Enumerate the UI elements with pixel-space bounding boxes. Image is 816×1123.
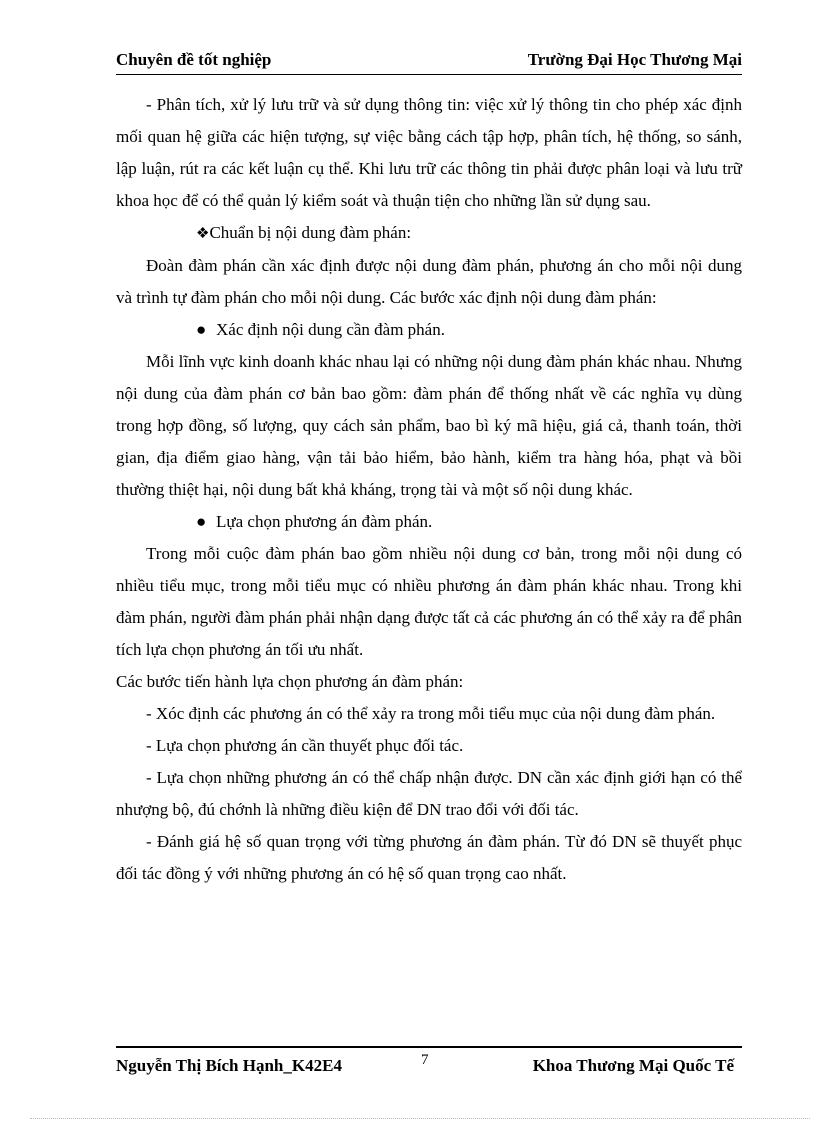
bullet-dot-icon: ●	[196, 512, 207, 531]
paragraph-negotiation-options: Trong mỗi cuộc đàm phán bao gồm nhiều nội dung cơ bản, trong mỗi nội dung có nhiều tiểu mục, trong mỗi tiểu mục có nhiều phương án đàm phán khác nhau. Trong khi đàm phán, người đàm phán phải nhận dạng được tất cả các phương án có thể xảy ra để phân tích lựa chọn phương án tối ưu nhất.	[116, 544, 742, 659]
subheading-label: Chuẩn bị nội dung đàm phán:	[209, 223, 412, 242]
footer-faculty: Khoa Thương Mại Quốc Tế	[532, 1056, 734, 1075]
bullet-dot-icon: ●	[196, 320, 207, 339]
header-university: Trường Đại Học Thương Mại	[527, 50, 742, 69]
body-text	[116, 89, 742, 890]
step-evaluate-importance: - Đánh giá hệ số quan trọng với từng phương án đàm phán. Từ đó DN sẽ thuyết phục đối tác đồng ý với những phương án có hệ số quan trọng cao nhất.	[116, 832, 742, 883]
step-identify-options: - Xóc định các phương án có thể xảy ra trong mỗi tiểu mục của nội dung đàm phán.	[146, 704, 716, 723]
bullet-label: Xác định nội dung cần đàm phán.	[216, 320, 445, 339]
bullet-item-select-option	[116, 506, 742, 538]
step-acceptable-options: - Lựa chọn những phương án có thể chấp nhận được. DN cần xác định giới hạn có thể nhượng bộ, đú chớnh là những điều kiện để DN trao đổi với đối tác.	[116, 768, 742, 819]
page-header	[116, 50, 742, 72]
page-number: 7	[421, 1052, 429, 1068]
diamond-bullet-icon: ❖	[196, 226, 210, 242]
bullet-label: Lựa chọn phương án đàm phán.	[216, 512, 433, 531]
paragraph-business-fields: Mỗi lĩnh vực kinh doanh khác nhau lại có những nội dung đàm phán khác nhau. Nhưng nội dung của đàm phán cơ bản bao gồm: đàm phán để thống nhất về các nghĩa vụ dùng trong hợp đồng, số lượng, quy cách sản phẩm, bao bì ký mã hiệu, giá cả, thanh toán, thời gian, địa điểm giao hàng, vận tải bảo hiểm, bảo hành, kiểm tra hàng hóa, phạt và bồi thường thiệt hại, nội dung bất khả kháng, trọng tài và một số nội dung khác.	[116, 352, 742, 499]
header-divider	[116, 74, 742, 75]
footer-author: Nguyễn Thị Bích Hạnh_K42E4	[116, 1056, 342, 1075]
subheading-prepare-content	[116, 217, 742, 250]
page-edge-divider	[30, 1118, 810, 1119]
paragraph-steps-intro: Các bước tiến hành lựa chọn phương án đàm phán:	[116, 672, 464, 691]
paragraph-delegation: Đoàn đàm phán cần xác định được nội dung đàm phán, phương án cho mỗi nội dung và trình tự đàm phán cho mỗi nội dung. Các bước xác định nội dung đàm phán:	[116, 256, 742, 307]
footer-divider	[116, 1046, 742, 1048]
step-persuade-partner: - Lựa chọn phương án cần thuyết phục đối tác.	[146, 736, 464, 755]
paragraph-information-processing: - Phân tích, xử lý lưu trữ và sử dụng thông tin: việc xử lý thông tin cho phép xác định mối quan hệ giữa các hiện tượng, sự việc bằng cách tập hợp, phân tích, hệ thống, so sánh, lập luận, rút ra các kết luận cụ thể. Khi lưu trữ các thông tin phải được phân loại và lưu trữ khoa học để có thể quản lý kiểm soát và thuận tiện cho những lần sử dụng sau.	[116, 95, 742, 210]
bullet-item-determine-content	[116, 314, 742, 346]
header-document-title: Chuyên đề tốt nghiệp	[116, 50, 272, 69]
page-footer	[116, 1053, 742, 1077]
